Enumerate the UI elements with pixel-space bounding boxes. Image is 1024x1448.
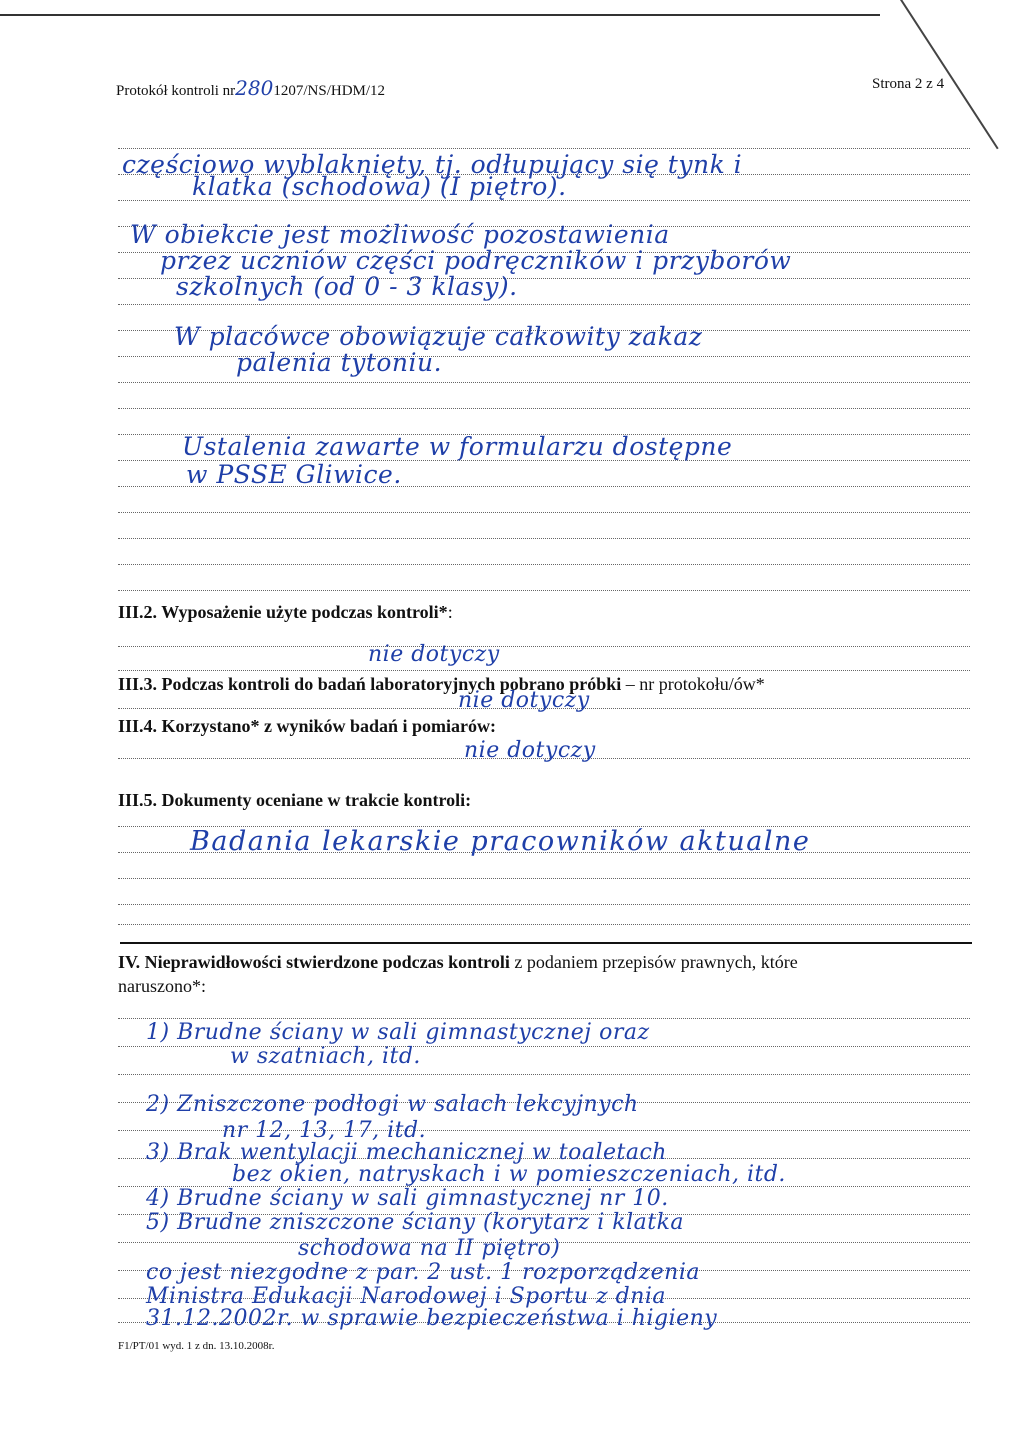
dotted-line [118, 148, 970, 149]
dotted-line [118, 408, 970, 409]
dotted-line [118, 304, 970, 305]
page-label: Strona 2 z 4 [872, 76, 945, 92]
form-footer: F1/PT/01 wyd. 1 z dn. 13.10.2008r. [118, 1340, 275, 1352]
dotted-line [118, 670, 970, 671]
handwritten-line: szkolnych (od 0 - 3 klasy). [176, 272, 518, 301]
irregularity-line: Ministra Edukacji Narodowej i Sportu z dnia [146, 1284, 667, 1309]
irregularity-line: 4) Brudne ściany w sali gimnastycznej nr 10. [146, 1186, 669, 1211]
irregularity-line: 2) Zniszczone podłogi w salach lekcyjnych [146, 1092, 639, 1117]
handwritten-line: klatka (schodowa) (I piętro). [192, 172, 567, 201]
irregularity-line: 5) Brudne zniszczone ściany (korytarz i klatka [146, 1210, 685, 1235]
section-iii-5-answer: Badania lekarskie pracowników aktualne [190, 826, 811, 857]
handwritten-line: w PSSE Gliwice. [186, 460, 402, 489]
dotted-line [118, 878, 970, 879]
section-iii-4-title: III.4. Korzystano* z wyników badań i pomiarów: [118, 716, 497, 736]
irregularity-line: nr 12, 13, 17, itd. [222, 1118, 427, 1143]
dotted-line [118, 590, 970, 591]
section-divider [120, 942, 972, 944]
irregularity-line: w szatniach, itd. [230, 1044, 421, 1069]
section-iii-2-answer: nie dotyczy [368, 642, 500, 667]
section-iii-5-title: III.5. Dokumenty oceniane w trakcie kontroli: [118, 790, 472, 810]
scan-top-line [0, 14, 880, 16]
handwritten-line: W obiekcie jest możliwość pozostawienia [130, 220, 670, 249]
section-iii-3-answer: nie dotyczy [458, 688, 590, 713]
dotted-line [118, 1074, 970, 1075]
handwritten-line: W placówce obowiązuje całkowity zakaz [174, 322, 703, 351]
dotted-line [118, 924, 970, 925]
dotted-line [118, 538, 970, 539]
section-iii-3-title: III.3. Podczas kontroli do badań laboratoryjnych pobrano próbki – nr protokołu/ów* [118, 674, 765, 694]
section-iii-2-title: III.2. Wyposażenie użyte podczas kontroli*: [118, 602, 453, 622]
dotted-line [118, 1018, 970, 1019]
section-iv-title-line2: naruszono*: [118, 976, 206, 996]
section-iv-title: IV. Nieprawidłowości stwierdzone podczas kontroli z podaniem przepisów prawnych, które [118, 952, 798, 972]
handwritten-line: palenia tytoniu. [236, 348, 443, 377]
irregularity-line: 31.12.2002r. w sprawie bezpieczeństwa i higieny [146, 1306, 718, 1331]
irregularity-line: 3) Brak wentylacji mechanicznej w toaletach [146, 1140, 667, 1165]
dotted-line [118, 512, 970, 513]
handwritten-line: Ustalenia zawarte w formularzu dostępne [182, 432, 733, 461]
protocol-number-handwritten: 280 [235, 76, 274, 100]
dotted-line [118, 382, 970, 383]
dotted-line [118, 564, 970, 565]
handwritten-line: częściowo wyblaknięty, tj. odłupujący się tynk i [122, 150, 743, 179]
irregularity-line: co jest niezgodne z par. 2 ust. 1 rozporządzenia [146, 1260, 700, 1285]
irregularity-line: schodowa na II piętro) [298, 1236, 561, 1261]
dotted-line [118, 904, 970, 905]
section-iii-4-answer: nie dotyczy [464, 738, 596, 763]
irregularity-line: bez okien, natryskach i w pomieszczeniach, itd. [232, 1162, 786, 1187]
dotted-line [118, 646, 970, 647]
handwritten-line: przez uczniów części podręczników i przyborów [160, 246, 792, 275]
protocol-number: Protokół kontroli nr2801207/NS/HDM/12 [116, 76, 386, 100]
folded-corner [914, 0, 1024, 150]
irregularity-line: 1) Brudne ściany w sali gimnastycznej oraz [146, 1020, 650, 1045]
